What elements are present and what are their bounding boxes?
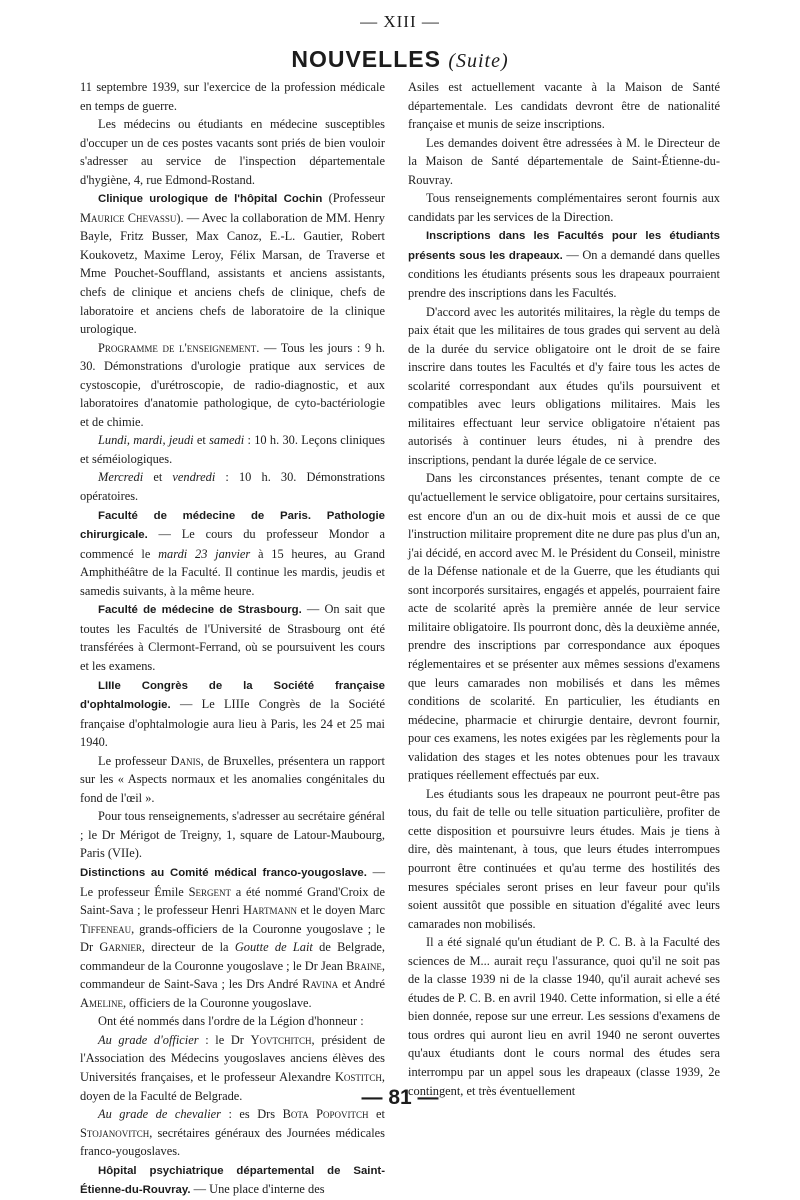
paragraph: Dans les circonstances présentes, tenant compte de ce qu'actuellement le service obligatoire, pour certains sursitaires, est encore d'un an ou de dix-huit mois et aussi de ce que l'instruction militaire proprement dite ne dure pas plus d'un an, j'ai décidé, en accord avec M. le Président du Conseil, ministre de la Défense nationale et de la Guerre, que les étudiants qui sont incorporés sursitaires, engagés et appelés, pourraient faire acte de scolarité après la première année de leur service militaire obligatoire. Ils pourront donc, dès la deuxième année, prendre des inscriptions par correspondance aux époques réglementaires et se présenter aux mêmes sessions d'examens que leurs camarades non mobilisés et dans les mêmes conditions de scolarité. En particulier, les étudiants en médecine, pharmacie et chirurgie dentaire, devront fournir, pour ces examens, les notes exigées par les règlements pour la validation des stages et les notes obtenues pour les travaux pratiques réellement effectués par eux. (408, 471, 720, 783)
text: , président de l'Association des Médecins yougoslaves anciens élèves des Universités françaises, et le professeur Alexandre (80, 1032, 386, 1084)
text: ). — Avec la collaboration de MM. Henry Bayle, Fritz Busser, Max Canoz, E.-L. Gautier, Robert Koukovetz, Maxime Leroy, Félix Marsan, de Traverse et Mme Pouchet-Souffland, assistants et anciens assistants, chefs de clinique et anciens chefs de clinique, chefs de laboratoire et anciens chefs de laboratoire de la clinique urologique. (80, 210, 385, 337)
text: et André (338, 977, 385, 992)
paragraph: D'accord avec les autorités militaires, la règle du temps de paix était que les militaires de tous grades qui servent au delà de la durée du service obligatoire ont le droit de se faire inscrire dans toutes les Facultés et d'y faire tous les actes de scolarité correspondant aux études qu'ils poursuivent et compatibles avec leurs obligations militaires. Mais les militaires effectuant leur service obligatoire n'étaient pas autorisés à continuer leurs études, ni à prendre des inscriptions, pendant la durée légale de ce service. (408, 304, 720, 467)
paragraph: Pour tous renseignements, s'adresser au secrétaire général ; le Dr Mérigot de Treigny, 1, square de Latour-Maubourg, Paris (VIIe). (80, 809, 385, 861)
text: — Tous les jours : 9 h. 30. Démonstrations d'urologie pratique aux services de cystoscopie, d'urétroscopie, de radio-diagnostic, et aux laboratoires d'anatomie pathologique, de cyto-bactériologie et de chimie. (80, 340, 385, 429)
person-name: Ravina (302, 977, 339, 992)
paragraph: Asiles est actuellement vacante à la Maison de Santé départementale. Les candidats devront être de nationalité française et munis de seize inscriptions. (408, 80, 720, 132)
text: et le doyen Marc (296, 903, 386, 918)
paragraph: 11 septembre 1939, sur l'exercice de la profession médicale en temps de guerre. (80, 80, 385, 113)
text: , officiers de la Couronne yougoslave. (122, 995, 312, 1010)
section-heading: Distinctions au Comité médical franco-yougoslave. (80, 866, 367, 879)
person-name: Braine (346, 958, 382, 973)
paragraph: Les médecins ou étudiants en médecine susceptibles d'occuper un de ces postes vacants sont priés de bien vouloir s'adresser au service de l'inspection départementale d'hygiène, 4, rue Edmond-Rostand. (80, 117, 385, 187)
text: , doyen de la Faculté de Belgrade. (80, 1069, 385, 1103)
paragraph (80, 863, 385, 1012)
person-name: Stojanovitch (80, 1125, 150, 1140)
paragraph: Les étudiants sous les drapeaux ne pourront peut-être pas tous, du fait de telle ou telle situation particulière, profiter de cette disposition et poursuivre leurs études. Mais je tiens à dire, dès maintenant, à tous, que leurs études interrompues pourront être continuées et qu'au terme des hostilités des mesures spéciales seront prises en leur faveur pour qu'ils soient aussitôt que possible en situation d'égalité avec leurs camarades non mobilisés. (408, 786, 720, 931)
org-name: Goutte de Lait (234, 940, 313, 955)
text: Le professeur (98, 753, 171, 768)
section-heading: Faculté de médecine de Strasbourg. (98, 604, 302, 617)
person-name: Danis (170, 753, 201, 768)
paragraph (80, 506, 385, 601)
paragraph (80, 1105, 385, 1161)
text: : es Drs (220, 1107, 283, 1122)
text: — Le LIIIe Congrès de la Société française d'ophtalmologie aura lieu à Paris, les 24 et 25 mai 1940. (80, 697, 385, 750)
paragraph (80, 676, 385, 752)
days: Lundi, mardi, jeudi (98, 433, 194, 448)
person-name: Ameline (80, 995, 123, 1010)
paragraph (80, 600, 385, 675)
days: Mercredi (98, 470, 144, 485)
paragraph: Ont été nommés dans l'ordre de la Légion d'honneur : (98, 1014, 364, 1029)
paragraph (80, 339, 385, 432)
text: a été nommé Grand'Croix de Saint-Sava ; le professeur Henri (80, 884, 385, 918)
paragraph (80, 1161, 385, 1200)
text: — On sait que toutes les Facultés de l'Université de Strasbourg ont été transférées à Clermont-Ferrand, où se poursuivent les cours et les examens. (80, 602, 385, 673)
person-name: Tiffeneau (80, 921, 132, 936)
text: : le Dr (198, 1032, 251, 1047)
text: — Le cours du professeur Mondor a commencé le (80, 527, 385, 561)
days: vendredi (172, 470, 216, 485)
grade: Au grade d'officier (98, 1032, 199, 1047)
paragraph: Il a été signalé qu'un étudiant de P. C. B. à la Faculté des sciences de M... aurait reçu l'assurance, quoi qu'il ne soit pas de la classe 1939 ni de la classe 1940, qu'il aurait achevé ses études de P. C. B. en avril 1940. Cette information, si elle a été bien donnée, repose sur une erreur. Les sessions d'examens de tous ordres qui auront lieu en avril 1940 ne seront ouvertes qu'aux étudiants dont le cours normal des études sera interrompu par un appel sous les drapeaux (classe 1939, 2e contingent, et très éventuellement (408, 935, 720, 1098)
text: — Le professeur Émile (80, 864, 385, 899)
person-name: Maurice Chevassu (80, 210, 177, 225)
text: , grands-officiers de la Couronne yougoslave ; le Dr (80, 921, 385, 955)
text: et (368, 1107, 385, 1122)
days: samedi (209, 433, 245, 448)
paragraph: Les demandes doivent être adressées à M. le Directeur de la Maison de Santé départementale de Saint-Étienne-du-Rouvray. (408, 135, 720, 187)
section-heading: Inscriptions dans les Facultés pour les étudiants présents sous les drapeaux. (408, 230, 720, 262)
text: et (143, 470, 173, 485)
text: : 10 h. 30. Démonstrations opératoires. (80, 470, 385, 504)
text: — On a demandé dans quelles conditions les étudiants présents sous les drapeaux pourraient prendre des inscriptions dans les Facultés. (408, 247, 720, 301)
person-name: Garnier (99, 940, 142, 955)
text: , secrétaires généraux des Journées médicales franco-yougoslaves. (80, 1125, 385, 1159)
person-name: Yovtchitch (250, 1032, 312, 1047)
text: : 10 h. 30. Leçons cliniques et séméiologiques. (80, 433, 385, 466)
person-name: Hartmann (243, 903, 297, 918)
section-heading: LIIIe Congrès de la Société française d'ophtalmologie. (80, 679, 385, 712)
date: mardi 23 janvier (158, 546, 251, 561)
paragraph (80, 468, 385, 505)
text: — Une place d'interne des (190, 1182, 325, 1197)
text: , commandeur de Saint-Sava ; les Drs André (80, 958, 385, 992)
person-name: Kostitch (334, 1069, 382, 1084)
text: de Belgrade, commandeur de la Couronne yougoslave ; le Dr Jean (80, 940, 385, 973)
subheading: Programme de l'enseignement. (98, 340, 260, 355)
section-heading: Clinique urologique de l'hôpital Cochin (98, 193, 323, 206)
grade: Au grade de chevalier (98, 1107, 221, 1122)
page-title (0, 46, 800, 73)
text: à 15 heures, au Grand Amphithéâtre de la Faculté. Il continue les mardis, jeudis et samedis suivants, à la même heure. (80, 546, 385, 598)
paragraph (80, 189, 385, 338)
page-number: — 81 — (361, 1086, 439, 1109)
text: , directeur de la (141, 940, 235, 955)
text: (Professeur (322, 191, 385, 206)
paragraph (408, 226, 720, 302)
person-name: Sergent (188, 884, 231, 899)
title-suffix: (Suite) (448, 50, 509, 72)
right-column (408, 78, 720, 1100)
paragraph (80, 431, 385, 468)
person-name: Bota Popovitch (282, 1107, 369, 1122)
title-text: NOUVELLES (291, 46, 441, 72)
text: , de Bruxelles, présentera un rapport sur les « Aspects normaux et les anomalies congénitales du fond de l'œil ». (80, 753, 385, 805)
text: et (193, 433, 210, 448)
left-column (80, 78, 385, 1200)
section-heading: Hôpital psychiatrique départemental de Saint-Étienne-du-Rouvray. (80, 1164, 385, 1197)
section-heading: Faculté de médecine de Paris. Pathologie chirurgicale. (80, 509, 385, 542)
paragraph: Tous renseignements complémentaires seront fournis aux candidats par les services de la Direction. (408, 191, 720, 224)
paragraph (80, 752, 385, 808)
roman-page-number: — XIII — (360, 12, 440, 31)
